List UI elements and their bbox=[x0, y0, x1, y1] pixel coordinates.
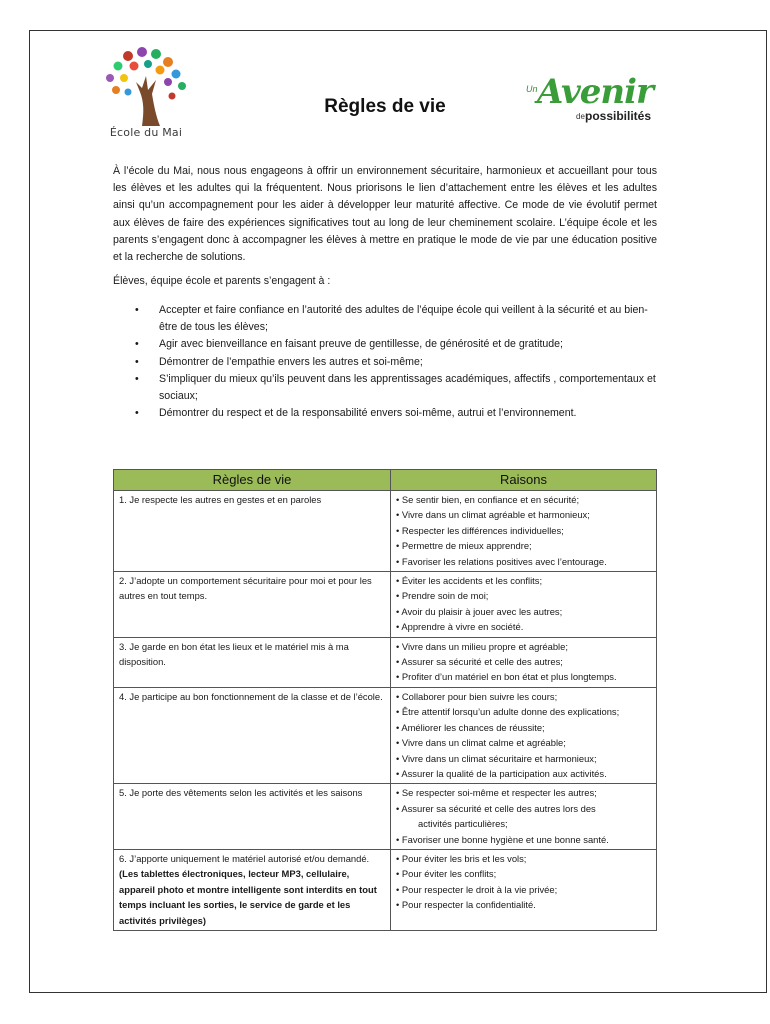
rule-note: (Les tablettes électroniques, lecteur MP3, cellulaire, appareil photo et montre intelligente sont interdits en tout temps incluant les sorties, le service de garde et les activités privilèges) bbox=[119, 868, 377, 926]
logo-de: de bbox=[576, 112, 585, 121]
table-row bbox=[114, 687, 657, 783]
reasons-cell bbox=[391, 491, 657, 572]
rules-table bbox=[113, 469, 657, 931]
logo-suffix: possibilités bbox=[585, 109, 652, 123]
reason-item: • Collaborer pour bien suivre les cours; bbox=[396, 690, 558, 702]
table-header-row bbox=[114, 470, 657, 491]
logo-prefix: Un bbox=[526, 84, 538, 94]
intro-paragraph: À l’école du Mai, nous nous engageons à offrir un environnement sécuritaire, harmonieux et accueillant pour tous les élèves et les adultes qui la fréquentent. Nous priorisons le lien d’attachement entre les élèves et les adultes ainsi qu’un accompagnement pour les aider à développer leur maturité affective. Ce mode de vie évolutif permet aux élèves de faire des expériences significatives tout au long de leur cheminement scolaire. L’équipe école et les parents s’engagent donc à accompagner les élèves à mettre en pratique le mode de vie par une éducation positive et la recherche de solutions. bbox=[113, 165, 657, 264]
reason-item: • Prendre soin de moi; bbox=[396, 590, 489, 602]
bullet-icon: • bbox=[135, 407, 139, 420]
logo-text: École du Mai bbox=[109, 126, 183, 139]
bullet-icon: • bbox=[135, 338, 139, 351]
reason-item: • Se respecter soi-même et respecter les autres; bbox=[396, 787, 597, 799]
bullet-icon: • bbox=[135, 372, 139, 385]
rule-cell bbox=[114, 849, 391, 930]
list-item: • Démontrer du respect et de la responsabilité envers soi-même, autrui et l’environnement. bbox=[113, 405, 657, 422]
rule-cell: 1. Je respecte les autres en gestes et en paroles bbox=[114, 491, 391, 572]
reason-item: • Apprendre à vivre en société. bbox=[396, 621, 524, 633]
reason-item: • Favoriser les relations positives avec l’entourage. bbox=[396, 555, 607, 567]
reason-item: activités particulières; bbox=[418, 818, 508, 830]
reason-item: • Vivre dans un climat sécuritaire et harmonieux; bbox=[396, 752, 597, 764]
list-item: • Démontrer de l’empathie envers les autres et soi-même; bbox=[113, 354, 657, 371]
commitments-list bbox=[113, 302, 657, 422]
reason-item: • Vivre dans un milieu propre et agréable; bbox=[396, 640, 568, 652]
reason-item: • Assurer sa sécurité et celle des autres lors des bbox=[396, 802, 596, 814]
reason-item: • Vivre dans un climat agréable et harmonieux; bbox=[396, 509, 590, 521]
reason-item: • Éviter les accidents et les conflits; bbox=[396, 575, 543, 587]
list-item: • S’impliquer du mieux qu’ils peuvent dans les apprentissages académiques, affectifs , comportementaux et sociaux; bbox=[135, 372, 656, 403]
header-rules: Règles de vie bbox=[114, 470, 391, 491]
reason-item: • Respecter les différences individuelles; bbox=[396, 524, 564, 536]
reason-item: • Être attentif lorsqu’un adulte donne des explications; bbox=[396, 706, 620, 718]
table-row bbox=[114, 491, 657, 572]
table-row bbox=[114, 637, 657, 687]
table-row bbox=[114, 572, 657, 638]
rule-cell: 4. Je participe au bon fonctionnement de la classe et de l’école. bbox=[114, 687, 391, 783]
un-avenir-logo bbox=[523, 72, 658, 128]
bullet-icon: • bbox=[135, 304, 139, 316]
reasons-cell bbox=[391, 849, 657, 930]
reason-item: • Avoir du plaisir à jouer avec les autres; bbox=[396, 605, 563, 617]
logo-main: Avenir bbox=[537, 72, 653, 112]
reason-item: • Assurer la qualité de la participation aux activités. bbox=[396, 767, 607, 779]
bullet-icon: • bbox=[135, 355, 139, 368]
reason-item: • Pour éviter les bris et les vols; bbox=[396, 852, 527, 864]
reason-item: • Se sentir bien, en confiance et en sécurité; bbox=[396, 494, 580, 505]
reason-item: • Profiter d’un matériel en bon état et plus longtemps. bbox=[396, 671, 617, 683]
commitments-lead: Élèves, équipe école et parents s’engagent à : bbox=[113, 275, 331, 287]
reasons-cell bbox=[391, 572, 657, 638]
reason-item: • Pour respecter la confidentialité. bbox=[396, 899, 536, 911]
table-row bbox=[114, 784, 657, 850]
list-item: • Agir avec bienveillance en faisant preuve de gentillesse, de générosité et de gratitude; bbox=[113, 336, 657, 353]
list-item: • Accepter et faire confiance en l’autorité des adultes de l’équipe école qui veillent à la sécurité et au bien-être de tous les élèves; bbox=[135, 304, 648, 334]
rule-cell: 5. Je porte des vêtements selon les activités et les saisons bbox=[114, 784, 391, 850]
reason-item: • Pour éviter les conflits; bbox=[396, 868, 497, 880]
reason-item: • Assurer sa sécurité et celle des autres; bbox=[396, 656, 563, 668]
reasons-cell bbox=[391, 637, 657, 687]
reason-item: • Vivre dans un climat calme et agréable; bbox=[396, 737, 566, 749]
rule-text: 6. J’apporte uniquement le matériel autorisé et/ou demandé. bbox=[119, 852, 370, 864]
reason-item: • Améliorer les chances de réussite; bbox=[396, 721, 545, 733]
page-title: Règles de vie bbox=[324, 96, 446, 117]
reason-item: • Permettre de mieux apprendre; bbox=[396, 540, 532, 552]
reason-item: • Pour respecter le droit à la vie privée; bbox=[396, 883, 558, 895]
reason-item: • Favoriser une bonne hygiène et une bonne santé. bbox=[396, 833, 609, 845]
rule-cell: 2. J’adopte un comportement sécuritaire pour moi et pour les autres en tout temps. bbox=[114, 572, 391, 638]
rule-cell: 3. Je garde en bon état les lieux et le matériel mis à ma disposition. bbox=[114, 637, 391, 687]
reasons-cell bbox=[391, 687, 657, 783]
table-row bbox=[114, 849, 657, 930]
reasons-cell bbox=[391, 784, 657, 850]
header-reasons: Raisons bbox=[391, 470, 657, 491]
